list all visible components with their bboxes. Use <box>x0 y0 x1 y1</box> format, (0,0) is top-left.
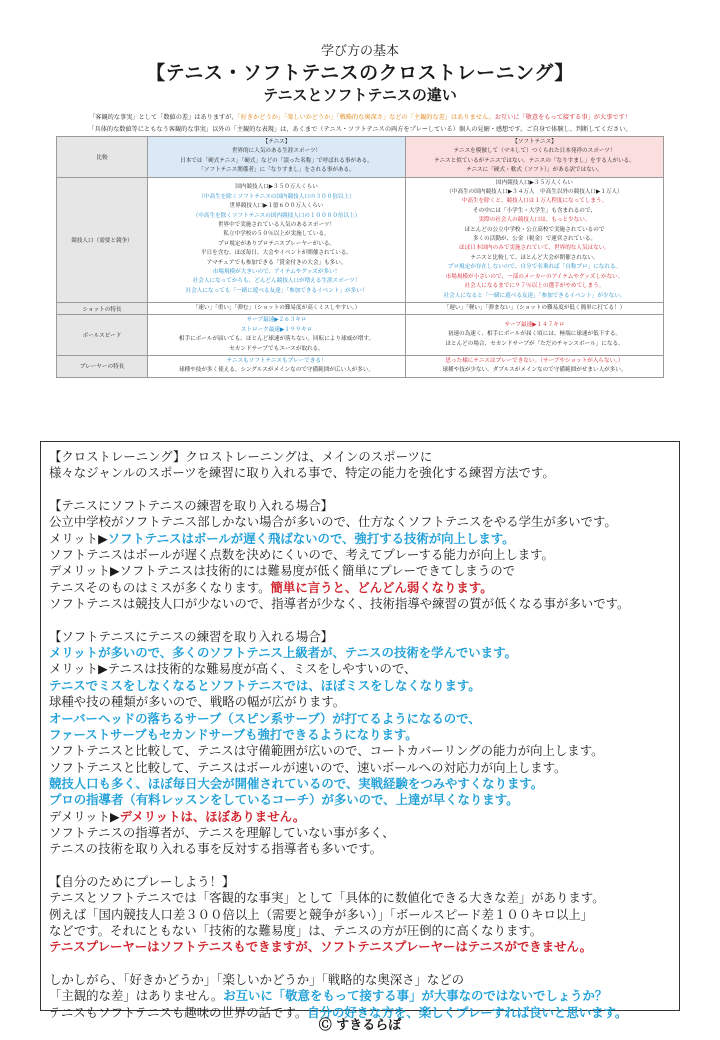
page-kicker: 学び方の基本 <box>320 44 399 59</box>
body-segment: 公立中学校がソフトテニス部しかない場合が多いので、仕方なくソフトテニスをやる学生が多いです。 <box>49 514 617 530</box>
body-line <box>49 596 671 612</box>
intro-segment: 「好きかどうか」「楽しいかどうか」「戦略的な奥深さ」などの「主観的な差」はありません。 <box>237 114 495 121</box>
cell-line: 私立中学校の５０％以上が実施している。 <box>223 231 330 238</box>
cell-line: 【ソフトテニス】 <box>512 139 557 145</box>
cell-line: 社会人になるまでに９７％以上の選手がやめてしまう。 <box>464 283 605 290</box>
cell-line: 社会人になってからも、どんどん競技人口が増える生涯スポーツ！ <box>192 278 361 285</box>
body-line <box>49 514 671 530</box>
cell-line: その中には「小学生・大学生」も含まれるので、 <box>473 207 596 214</box>
softtennis-cell <box>406 355 664 377</box>
comparison-row <box>57 355 664 377</box>
softtennis-cell <box>406 137 664 178</box>
body-line <box>49 956 671 972</box>
cell-line: 社会人になると「一緒に遊べる友達」「参加できるイベント」が少ない。 <box>443 292 626 299</box>
body-segment: しかしがら、「好きかどうか」「楽しいかどうか」「戦略的な奥深さ」などの <box>49 972 465 987</box>
body-segment: 【自分のためにプレーしよう！】 <box>49 873 235 889</box>
body-segment: 例えば「国内競技人口差３００倍以上（需要と競争が多い）」「ボールスピード差１００キロ以上」 <box>49 906 594 922</box>
body-segment: ソフトテニスの指導者が、テニスを理解していない事が多く、 <box>49 824 395 840</box>
row-label: プレーヤーの特長 <box>57 355 148 377</box>
body-line <box>49 939 671 955</box>
body-segment: お互いに「敬意をもって接する事」が大事なのではないでしょうか？ <box>223 988 608 1004</box>
body-segment: 「主観的な差」はありません。 <box>49 988 224 1004</box>
cell-line: セカンドサーブでもエースが取れる。 <box>229 345 324 352</box>
body-segment: プロの指導者（有料レッスンをしているコーチ）が多いので、上達が早くなります。 <box>49 792 519 808</box>
body-line <box>49 547 671 563</box>
tennis-cell <box>148 177 406 302</box>
cell-line: 「ソフトテニス関係者」に「なりすまし」をされる事がある。 <box>198 167 355 174</box>
body-line <box>49 743 671 759</box>
body-line <box>49 531 671 547</box>
body-line <box>49 678 671 694</box>
body-line <box>49 482 671 498</box>
cell-line: 多くの活動が、公金（税金）で運営されている。 <box>472 236 597 243</box>
body-line <box>49 841 671 857</box>
cell-line: テニスと比較して、ほとんど大会が開催されない。 <box>470 254 599 261</box>
intro-line-1 <box>40 112 680 121</box>
cell-line: テニスもソフトテニスもプレーできる！ <box>226 357 327 364</box>
body-segment: メリット▶テニスは技術的な難易度が高く、ミスをしやすいので、 <box>49 661 417 677</box>
cell-line: 世界中で実施されている人気のあるスポーツ！ <box>217 221 336 228</box>
cell-line: アマチュアでも参加できる「賞金付きの大会」も多い。 <box>206 259 347 266</box>
body-segment: テニスそのものはミスが多くなります。 <box>49 579 271 595</box>
body-segment: 様々なジャンルのスポーツを練習に取り入れる事で、特定の能力を強化する練習方法です。 <box>49 465 555 481</box>
cell-line: 初速の為速く、相手にボールが届く頃には、極端に球速が低下する。 <box>447 331 622 338</box>
cell-line: テニスを模倣して（マネして）つくられた日本発祥のスポーツ！ <box>453 148 616 155</box>
body-line <box>49 727 671 743</box>
cell-line: テニスに「硬式・軟式（ソフト）」がある訳ではない。 <box>466 167 603 174</box>
intro-segment: 「客観的な事実」として「数値の差」はありますが、 <box>89 114 238 121</box>
cell-line: 市場規模が大きいので、アイテムやグッズが多い！ <box>212 268 341 275</box>
body-segment: ソフトテニスと比較して、テニスは守備範囲が広いので、コートカバーリングの能力が向上します。 <box>49 743 604 759</box>
body-line <box>49 645 671 661</box>
body-line <box>49 711 671 727</box>
tennis-cell <box>148 355 406 377</box>
body-segment: 球種や技の種類が多いので、戦略の幅が広がります。 <box>49 694 346 710</box>
body-segment: 簡単に言うと、どんどん弱くなります。 <box>270 579 493 595</box>
body-segment: オーバーヘッドの落ちるサーブ（スピン系サーブ）が打てるようになるので、 <box>49 710 481 726</box>
body-segment: メリット▶ <box>49 530 108 546</box>
softtennis-cell <box>406 302 664 314</box>
comparison-row <box>57 137 664 178</box>
body-line <box>49 923 671 939</box>
cell-line: 球種や技が少ない。ダブルスがメインなので守備範囲がせまい人が多い。 <box>442 367 627 374</box>
body-line <box>49 874 671 890</box>
body-segment: デメリット▶ソフトテニスは技術的には難易度が低く簡単にプレーできてしまうので <box>49 563 515 579</box>
cell-line: 国内競技人口▶３５万人くらい <box>495 179 574 186</box>
cell-line: 相手にボールが届いても、ほとんど球速が落ちない。回転により球威が増す。 <box>178 336 375 343</box>
body-line <box>49 858 671 874</box>
body-segment: 【クロストレーニング】クロストレーニングは、メインのスポーツに <box>49 449 433 464</box>
tennis-cell <box>148 315 406 356</box>
comparison-table <box>56 136 664 378</box>
body-segment: ソフトテニスと比較して、テニスはボールが速いので、速いボールへの対応力が向上します。 <box>49 759 567 775</box>
body-segment: 【ソフトテニスにテニスの練習を取り入れる場合】 <box>49 628 333 644</box>
cell-line: プロ規定が存在しないので、自分で名乗れば「自称プロ」になれる。 <box>447 264 622 271</box>
body-line <box>49 612 671 628</box>
cell-line: 世界的に人気のある生涯スポーツ！ <box>231 148 322 155</box>
row-label: ショットの特長 <box>57 302 148 314</box>
body-segment: テニスの技術を取り入れる事を反対する指導者も多いです。 <box>49 841 383 857</box>
copyright-footer: Ⓒ すきるらぼ <box>318 1018 402 1033</box>
body-segment: 自分の好きな方を、楽しくプレーすれば良いと思います。 <box>307 1004 628 1020</box>
intro-line-2 <box>40 124 680 133</box>
softtennis-cell <box>406 315 664 356</box>
body-segment: テニスプレーヤーはソフトテニスもできますが、ソフトテニスプレーヤーはテニスができません。 <box>49 939 592 955</box>
cell-line: 「遅い」「軽い」「弾まない」（ショットの難易度が低く簡単に打てる！） <box>443 304 626 311</box>
page-subtitle: テニスとソフトテニスの違い <box>263 86 457 104</box>
tennis-cell <box>148 302 406 314</box>
body-line <box>49 792 671 808</box>
cell-line: テニスと似ているがテニスではない。テニスの「なりすまし」をする人がいる。 <box>434 157 635 164</box>
body-line <box>49 498 671 514</box>
cell-line: サーブ最速▶１４７キロ <box>504 322 565 329</box>
cell-line: 世界競技人口▶１億６００万人くらい <box>229 203 324 210</box>
body-segment: ソフトテニスはボールが遅く飛ばないので、強打する技術が向上します。 <box>107 530 515 546</box>
body-segment: ファーストサーブもセカンドサーブも強打できるようになります。 <box>49 726 418 742</box>
body-segment: ソフトテニスはボールが遅く点数を決めにくいので、考えてプレーする能力が向上します。 <box>49 547 554 563</box>
body-line <box>49 988 671 1004</box>
body-segment: デメリット▶ <box>49 808 120 824</box>
cell-line: 市場規模が小さいので、一部のメーカーのアイテムやグッズしかない。 <box>445 273 624 280</box>
row-label: ボールスピード <box>57 315 148 356</box>
body-line <box>49 825 671 841</box>
body-line <box>49 563 671 579</box>
cell-line: ほとんどの公立中学校・公立高校で実施されているので <box>464 226 605 233</box>
body-segment: 【テニスにソフトテニスの練習を取り入れる場合】 <box>49 498 333 514</box>
body-segment: テニスでミスをしなくなるとソフトテニスでは、ほぼミスをしなくなります。 <box>49 677 481 693</box>
body-line <box>49 809 671 825</box>
body-segment: などです。それにともない「技術的な難易度」は、テニスの方が圧倒的に高くなります。 <box>49 922 543 938</box>
cell-line: 球種や技が多く使える。シングルスがメインなので守備範囲が広い人が多い。 <box>178 367 375 374</box>
body-segment: メリットが多いので、多くのソフトテニス上級者が、テニスの技術を学んでいます。 <box>49 645 517 661</box>
body-line <box>49 465 671 481</box>
body-line <box>49 972 671 988</box>
cell-line: （中高生の国内競技人口▶３４万人 中高生以外の競技人口▶１万人） <box>446 189 623 196</box>
cell-line: （中高生を除くソフトテニスの国内競技人口の１００００倍以上） <box>192 212 361 219</box>
page-title: 【テニス・ソフトテニスのクロストレーニング】 <box>146 62 574 84</box>
cell-line: 国内競技人口▶３５０万人くらい <box>235 184 318 191</box>
cell-line: 【テニス】 <box>262 139 291 145</box>
row-label: 比較 <box>57 137 148 178</box>
body-line <box>49 449 671 465</box>
cell-line: 日本では「硬式テニス」「硬式」などの「誤った名称」で呼ばれる事がある。 <box>180 157 373 164</box>
cell-line: サーブ最速▶２６３キロ <box>246 317 307 324</box>
cell-line: 思った様にテニスはプレーできない。（サーブやショットが入らない。） <box>445 357 624 364</box>
comparison-row <box>57 177 664 302</box>
cell-line: （中高生を除くソフトテニスの国内競技人口の３００倍以上） <box>198 193 355 200</box>
body-line <box>49 580 671 596</box>
body-segment: デメリットは、ほぼありません。 <box>119 808 306 824</box>
body-line <box>49 629 671 645</box>
cell-line: ほぼ日本国内のみで実施されていて、世界的な人気はない。 <box>459 245 610 252</box>
body-line <box>49 776 671 792</box>
row-label: 競技人口（需要と競争） <box>57 177 148 302</box>
body-line <box>49 890 671 906</box>
cell-line: プロ規定がありプロテニスプレーヤーがいる。 <box>217 240 336 247</box>
tennis-cell <box>148 137 406 178</box>
body-segment: ソフトテニスは競技人口が少ないので、指導者が少なく、技術指導や練習の質が低くなる事が多いです。 <box>49 596 630 612</box>
body-line <box>49 907 671 923</box>
body-line <box>49 661 671 677</box>
cell-line: 「速い」「重い」「弾む」（ショットの難易度が高くミスしやすい。） <box>192 304 361 311</box>
body-segment: テニスとソフトテニスでは「客観的な事実」として「具体的に数値化できる大きな差」があります。 <box>49 890 605 906</box>
cell-line: ほとんどの場合、セカンドサーブが「ただのチャンスボール」になる。 <box>445 340 624 347</box>
article-body <box>40 441 680 1020</box>
comparison-row <box>57 315 664 356</box>
cell-line: 実際の社会人の競技人口は、もっと少ない。 <box>478 217 591 224</box>
body-line <box>49 760 671 776</box>
softtennis-cell <box>406 177 664 302</box>
cell-line: 中高生を除くと、競技人口は１万人程度になってしまう。 <box>461 198 608 205</box>
body-segment: テニスもソフトテニスも趣味の世界の話です。 <box>49 1004 308 1020</box>
cell-line: 平日を含む、ほぼ毎日、大会やイベントが開催されている。 <box>200 250 353 257</box>
comparison-row <box>57 302 664 314</box>
body-segment: 競技人口も多く、ほぼ毎日大会が開催されているので、実戦経験をつみやすくなります。 <box>49 775 544 791</box>
intro-segment: 「具体的な数値等にともなう客観的な事実」以外の「主観的な表現」は、あくまで（テニス・ソフトテニスの両方をプレーしている）個人の見解・感想です。ご自身で体験し、判断してください。 <box>88 126 632 133</box>
intro-segment: お互いに「敬意をもって接する事」が大事です！ <box>494 114 631 121</box>
body-line <box>49 694 671 710</box>
cell-line: 社会人になっても「一緒に遊べる友達」「参加できるイベント」が多い！ <box>185 287 368 294</box>
cell-line: ストローク最速▶１９９キロ <box>240 326 313 333</box>
